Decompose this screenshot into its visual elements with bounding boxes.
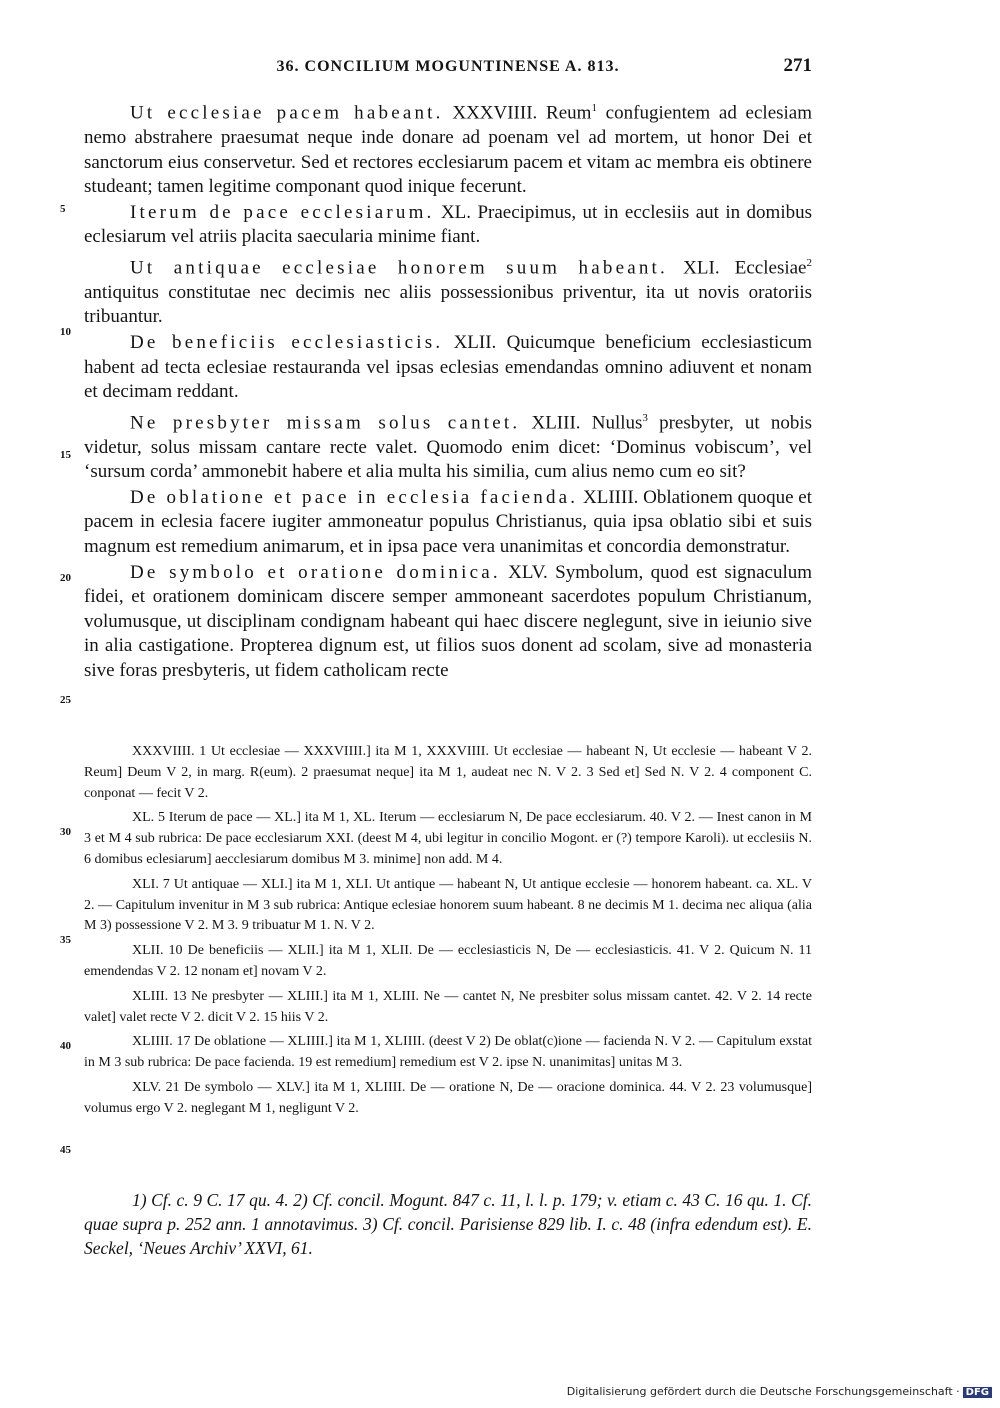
chapter-title: De symbolo et oratione dominica.	[130, 561, 501, 583]
footnotes	[84, 1188, 812, 1260]
chapter-text-lead: Nullus	[591, 412, 643, 434]
footnote-ref: 1	[591, 102, 597, 114]
chapter-title: De oblatione et pace in ecclesia facienda.	[130, 486, 579, 508]
chapter-title: Iterum de pace ecclesiarum.	[130, 201, 435, 223]
chapter-number: XLI.	[683, 257, 720, 279]
chapter-number: XXXVIIII.	[452, 102, 538, 124]
line-number: 20	[60, 572, 71, 584]
chapter-text-lead: Reum	[546, 102, 592, 124]
chapter-number: XLIIII.	[583, 486, 639, 508]
critical-apparatus	[84, 742, 812, 1124]
chapter-text: antiquitus constitutae nec decimis nec aliis possessionibus priventur, ita ut novis oratoriis tribuantur.	[84, 281, 812, 328]
digitization-credit	[567, 1385, 992, 1398]
line-number: 45	[60, 1144, 71, 1156]
chapter-text: Quicumque beneficium ecclesiasticum habent ad tecta eclesiae restauranda vel ipsas eclesias emendandas omnino adiuvent et nonam et decimam reddant.	[84, 332, 813, 403]
footnote-ref: 2	[806, 256, 812, 269]
apparatus-entry: XXXVIIII. 1 Ut ecclesiae — XXXVIIII.] ita M 1, XXXVIIII. Ut ecclesiae — habeant N, Ut ecclesie — habeant V 2. Reum] Deum V 2, in marg. R(eum). 2 praesumat neque] ita M 1, audeat nec N. V 2. 3 Sed et] Sed N. V 2. 4 component C. conponat — fecit V 2.	[84, 744, 812, 801]
line-number: 5	[60, 203, 66, 215]
credit-text: Digitalisierung gefördert durch die Deutsche Forschungsgemeinschaft ·	[566, 1385, 960, 1398]
apparatus-entry: XL. 5 Iterum de pace — XL.] ita M 1, XL. Iterum — ecclesiarum N, De pace ecclesiarum. 40. V 2. — Inest canon in M 3 et M 4 sub rubrica: De pace ecclesiarum XXI. (deest M 4, ubi legitur in concilio Mogont. er (?) tempore Karoli). ut ecclesiis N. 6 domibus eclesiarum] aecclesiarum domibus M 3. minime] non add. M 4.	[84, 810, 812, 867]
line-number: 25	[60, 694, 71, 706]
page-number: 271	[783, 55, 812, 76]
apparatus-entry: XLIIII. 17 De oblatione — XLIIII.] ita M 1, XLIIII. (deest V 2) De oblat(c)ione — facienda N. V 2. — Capitulum exstat in M 3 sub rubrica: De pace facienda. 19 est remedium] remedium est V 2. ipse N. unanimitas] unitas M 3.	[84, 1034, 812, 1071]
chapter-paragraph	[84, 561, 812, 684]
line-number: 10	[60, 326, 71, 338]
apparatus-entry: XLII. 10 De beneficiis — XLII.] ita M 1, XLII. De — ecclesiasticis N, De — ecclesiasticis. 41. V 2. Quicum N. 11 emendendas V 2. 12 nonam et] novam V 2.	[84, 943, 812, 979]
chapter-title: Ut ecclesiae pacem habeant.	[130, 102, 444, 124]
chapter-paragraph	[84, 486, 812, 560]
line-number: 30	[60, 826, 71, 838]
line-number: 35	[60, 934, 71, 946]
chapter-title: Ut antiquae ecclesiae honorem suum habeant.	[130, 257, 668, 279]
chapter-text: Oblationem quoque et pacem in eclesia facere iugiter ammoneatur populus Christianus, quia ipsa oblatio sibi et suis magnum est remedium animarum, et in ipsa pace vera unanimitas et concordia demonstratur.	[84, 486, 813, 558]
apparatus-entry: XLI. 7 Ut antiquae — XLI.] ita M 1, XLI. Ut antique — habeant N, Ut antique ecclesie — honorem habeant. ca. XL. V 2. — Capitulum invenitur in M 3 sub rubrica: Antique eclesiae honorem suum habeant. 8 ne decimis M 1. decima nec aliqua (alia M 3) possessione V 2. M 3. 9 tribuatur M 1. N. V 2.	[84, 876, 812, 934]
line-number: 40	[60, 1040, 71, 1052]
chapter-text: Praecipimus, ut in ecclesiis aut in domibus eclesiarum vel atriis placita saecularia minime fiant.	[84, 201, 812, 248]
running-title: 36. CONCILIUM MOGUNTINENSE A. 813.	[276, 58, 620, 75]
chapter-text: Symbolum, quod est signaculum fidei, et orationem dominicam discere semper ammoneant sacerdotes populum Christianum, volumusque, ut disciplinam condignam habeant qui haec discere neglegunt, sive in ieiunio sive in alia castigatione. Propterea dignum est, ut filios suos donent ad scolam, sive ad monasteria sive foras presbyteris, ut fidem catholicam recte	[84, 561, 813, 682]
chapter-title: Ne presbyter missam solus cantet.	[130, 412, 521, 434]
chapter-paragraph	[84, 201, 812, 250]
chapter-text: presbyter, ut nobis videtur, solus missam cantare recte valet. Quomodo enim dicet: ‘Dominus vobiscum’, vel ‘sursum corda’ ammonebit habere et alia multa his similia, cum alius nemo cum eo sit?	[84, 412, 813, 483]
main-text	[84, 96, 812, 685]
page-header	[84, 55, 812, 81]
dfg-logo: DFG	[963, 1387, 992, 1398]
apparatus-entry: XLIII. 13 Ne presbyter — XLIII.] ita M 1, XLIII. Ne — cantet N, Ne presbiter solus missam cantet. 42. V 2. 14 recte valet] valet recte V 2. dicit V 2. 15 hiis V 2.	[84, 988, 812, 1025]
chapter-text-lead: Ecclesiae	[734, 257, 807, 279]
chapter-title: De beneficiis ecclesiasticis.	[130, 332, 444, 353]
chapter-paragraph	[84, 331, 812, 405]
chapter-number: XLII.	[453, 332, 497, 353]
chapter-paragraph	[84, 251, 812, 330]
chapter-text: confugientem ad eclesiam nemo abstrahere praesumat neque inde donare ad poenam vel ad mortem, ut honor Dei et sanctorum eius conservetur. Sed et rectores ecclesiarum pacem et vitam ac membra eis obtinere studeant; tamen legitime componant quod inique fecerunt.	[84, 102, 813, 198]
chapter-number: XLIII.	[531, 412, 581, 434]
line-number: 15	[60, 449, 71, 461]
chapter-paragraph	[84, 96, 812, 200]
apparatus-entry: XLV. 21 De symbolo — XLV.] ita M 1, XLIIII. De — oratione N, De — oracione dominica. 44. V 2. 23 volumusque] volumus ergo V 2. neglegant M 1, negligunt V 2.	[84, 1079, 812, 1116]
chapter-paragraph	[84, 406, 812, 485]
chapter-number: XLV.	[508, 561, 548, 583]
chapter-number: XL.	[440, 201, 472, 223]
footnote-ref: 3	[642, 411, 648, 424]
footnote-text: 1) Cf. c. 9 C. 17 qu. 4. 2) Cf. concil. Mogunt. 847 c. 11, l. l. p. 179; v. etiam c. 43 C. 16 qu. 1. Cf. quae supra p. 252 ann. 1 annotavimus. 3) Cf. concil. Parisiense 829 lib. I. c. 48 (infra edendum est). E. Seckel, ‘Neues Archiv’ XXVI, 61.	[84, 1190, 812, 1258]
